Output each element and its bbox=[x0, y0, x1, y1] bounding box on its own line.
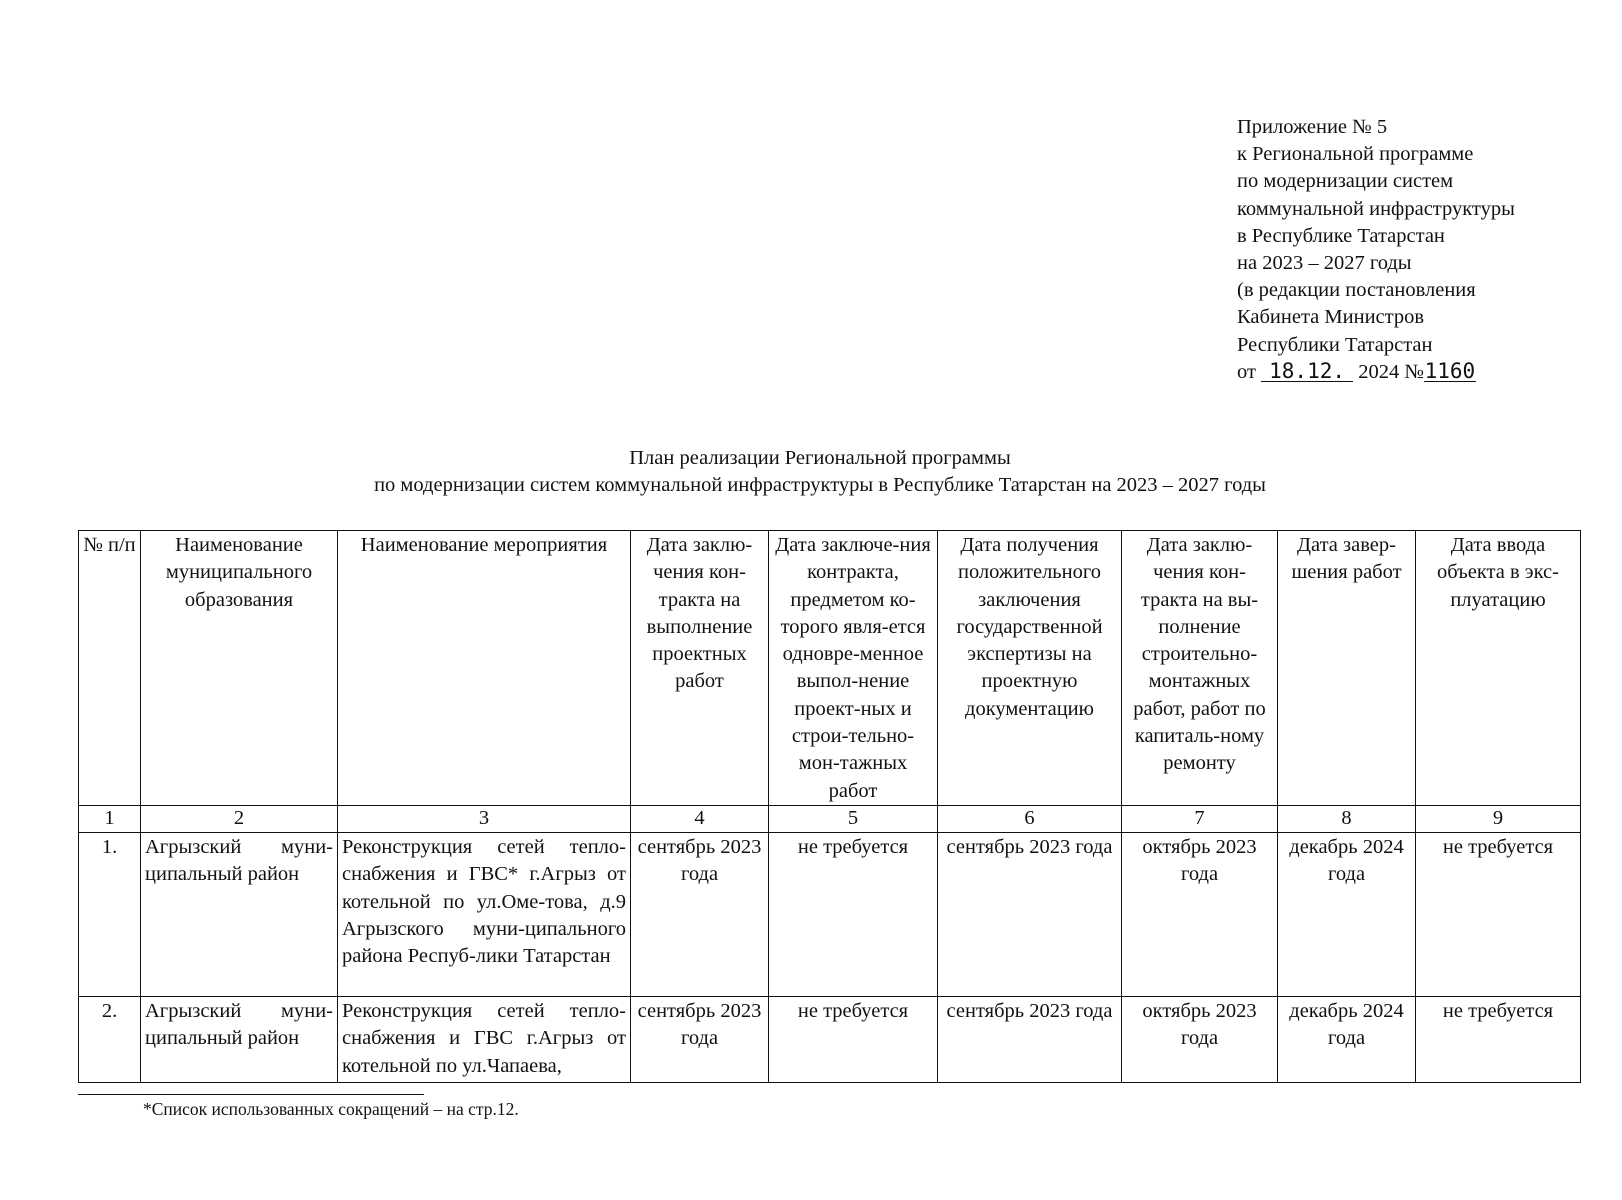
event-cell: Реконструкция сетей тепло-снабжения и ГВС* г.Агрыз от котельной по ул.Оме-това, д.9 Агрызского муни-ципального района Респуб-лики Татарстан bbox=[338, 832, 631, 996]
completion-date: декабрь 2024 года bbox=[1278, 996, 1416, 1082]
footnote: *Список использованных сокращений – на стр.12. bbox=[143, 1099, 519, 1119]
appendix-line: Республики Татарстан bbox=[1237, 333, 1433, 356]
row-number: 2. bbox=[79, 996, 141, 1082]
column-number: 8 bbox=[1278, 805, 1416, 832]
document-title bbox=[0, 445, 1622, 499]
date-prefix: от bbox=[1237, 360, 1256, 383]
appendix-line: в Республике Татарстан bbox=[1237, 224, 1445, 247]
column-number: 5 bbox=[769, 805, 938, 832]
appendix-line: Приложение № 5 bbox=[1237, 116, 1388, 138]
header-cell: Дата ввода объекта в экс-плуатацию bbox=[1416, 531, 1581, 806]
appendix-line: (в редакции постановления bbox=[1237, 279, 1476, 302]
column-number: 1 bbox=[79, 805, 141, 832]
column-number: 2 bbox=[141, 805, 338, 832]
year-text: 2024 № bbox=[1358, 360, 1424, 383]
table-row bbox=[79, 832, 1581, 996]
appendix-line: Кабинета Министров bbox=[1237, 306, 1425, 329]
appendix-line: по модернизации систем bbox=[1237, 170, 1454, 193]
row-number: 1. bbox=[79, 832, 141, 996]
table-row bbox=[79, 996, 1581, 1082]
commissioning-date: не требуется bbox=[1416, 832, 1581, 996]
appendix-block bbox=[1237, 114, 1515, 386]
plan-table bbox=[78, 530, 1581, 1083]
header-cell: Дата получения положительного заключения государственной экспертизы на проектную документацию bbox=[938, 531, 1122, 806]
appendix-line: к Региональной программе bbox=[1237, 143, 1474, 166]
header-cell: Наименование муниципального образования bbox=[141, 531, 338, 806]
column-number: 6 bbox=[938, 805, 1122, 832]
appendix-line: коммунальной инфраструктуры bbox=[1237, 197, 1515, 220]
footnote-separator bbox=[78, 1094, 424, 1095]
header-cell: Дата заклю-чения кон-тракта на вы-полнение строительно-монтажных работ, работ по капиталь-ному ремонту bbox=[1122, 531, 1278, 806]
expertise-date: сентябрь 2023 года bbox=[938, 832, 1122, 996]
column-number: 9 bbox=[1416, 805, 1581, 832]
column-number: 7 bbox=[1122, 805, 1278, 832]
column-number: 3 bbox=[338, 805, 631, 832]
header-cell: № п/п bbox=[79, 531, 141, 806]
completion-date: декабрь 2024 года bbox=[1278, 832, 1416, 996]
header-cell: Дата заключе-ния контракта, предметом ко-торого явля-ется одновре-менное выпол-нение проект-ных и строи-тельно-мон-тажных работ bbox=[769, 531, 938, 806]
date-value: 18.12. bbox=[1261, 361, 1353, 382]
column-number-row bbox=[79, 805, 1581, 832]
combined-contract-date: не требуется bbox=[769, 996, 938, 1082]
header-cell: Наименование мероприятия bbox=[338, 531, 631, 806]
column-number: 4 bbox=[631, 805, 769, 832]
commissioning-date: не требуется bbox=[1416, 996, 1581, 1082]
appendix-line: на 2023 – 2027 годы bbox=[1237, 252, 1412, 275]
design-contract-date: сентябрь 2023 года bbox=[631, 832, 769, 996]
design-contract-date: сентябрь 2023 года bbox=[631, 996, 769, 1082]
municipality-cell: Агрызский муни-ципальный район bbox=[141, 996, 338, 1082]
combined-contract-date: не требуется bbox=[769, 832, 938, 996]
municipality-cell: Агрызский муни-ципальный район bbox=[141, 832, 338, 996]
construction-contract-date: октябрь 2023 года bbox=[1122, 996, 1278, 1082]
header-cell: Дата завер-шения работ bbox=[1278, 531, 1416, 806]
table-header-row bbox=[79, 531, 1581, 806]
expertise-date: сентябрь 2023 года bbox=[938, 996, 1122, 1082]
document-number: 1160 bbox=[1424, 358, 1476, 383]
header-cell: Дата заклю-чения кон-тракта на выполнение проектных работ bbox=[631, 531, 769, 806]
event-cell: Реконструкция сетей тепло-снабжения и ГВС г.Агрыз от котельной по ул.Чапаева, bbox=[338, 996, 631, 1082]
title-line-2: по модернизации систем коммунальной инфраструктуры в Республике Татарстан на 2023 – 2027 годы bbox=[374, 474, 1266, 496]
construction-contract-date: октябрь 2023 года bbox=[1122, 832, 1278, 996]
appendix-date-line bbox=[1237, 359, 1515, 386]
title-line-1: План реализации Региональной программы bbox=[629, 447, 1011, 469]
